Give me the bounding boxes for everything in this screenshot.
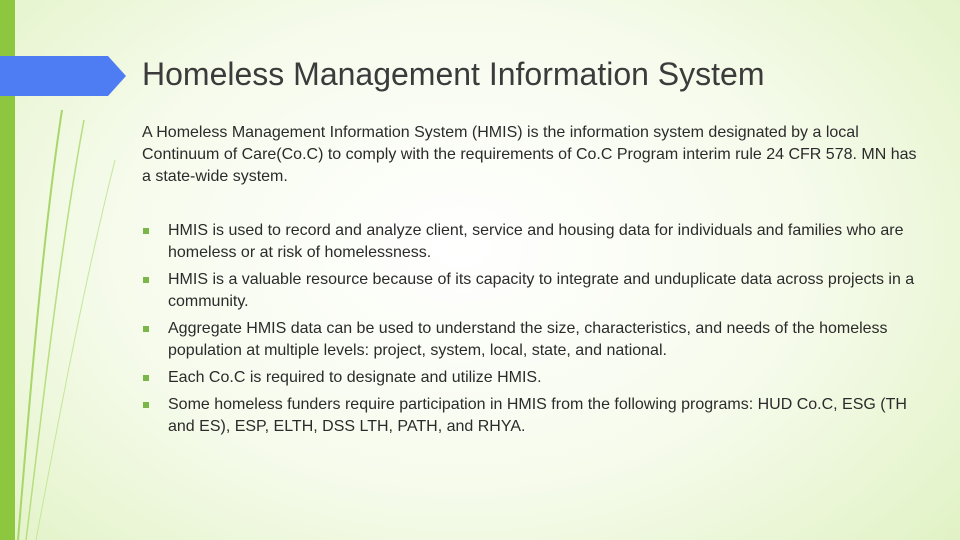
- square-bullet-icon: [143, 228, 149, 234]
- bullet-text: Some homeless funders require participation in HMIS from the following programs: HUD Co.C, ESG (TH and ES), ESP, ELTH, DSS LTH, PATH, and RHYA.: [168, 396, 907, 435]
- square-bullet-icon: [143, 326, 149, 332]
- bullet-item: [142, 367, 932, 389]
- bullet-item: [142, 394, 932, 438]
- bullet-text: HMIS is used to record and analyze client, service and housing data for individuals and families who are homeless or at risk of homelessness.: [168, 222, 904, 261]
- bullet-item: [142, 318, 932, 362]
- bullet-list: [142, 220, 932, 443]
- bullet-text: Aggregate HMIS data can be used to understand the size, characteristics, and needs of the homeless population at multiple levels: project, system, local, state, and national.: [168, 320, 888, 359]
- square-bullet-icon: [143, 277, 149, 283]
- bullet-text: HMIS is a valuable resource because of its capacity to integrate and unduplicate data across projects in a community.: [168, 271, 915, 310]
- bullet-item: [142, 220, 932, 264]
- bullet-item: [142, 269, 932, 313]
- intro-paragraph: A Homeless Management Information System (HMIS) is the information system designated by a local Continuum of Care(Co.C) to comply with the requirements of Co.C Program interim rule 24 CFR 578. MN has a state-wide system.: [142, 124, 917, 185]
- bullet-text: Each Co.C is required to designate and utilize HMIS.: [168, 369, 542, 386]
- decorative-curve: [26, 120, 84, 540]
- decorative-curve: [18, 110, 62, 540]
- square-bullet-icon: [143, 375, 149, 381]
- arrow-banner-icon: [0, 56, 126, 96]
- square-bullet-icon: [143, 402, 149, 408]
- slide-title: Homeless Management Information System: [142, 56, 765, 92]
